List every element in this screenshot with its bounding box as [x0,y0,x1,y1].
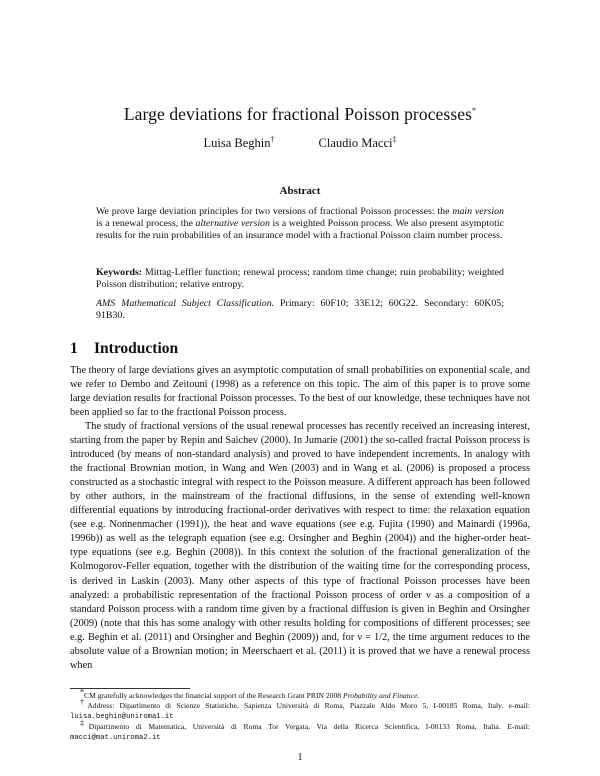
footnote: †Address: Dipartimento di Scienze Statistiche, Sapienza Università di Roma, Piazzale Aldo Moro 5, I-00185 Roma, Italy. e-mail: luisa.beghin@uniroma1.it [70,697,530,721]
footnote: ‡Dipartimento di Matematica, Università di Roma Tor Vergata, Via della Ricerca Scientifica, I-00133 Roma, Italia. E-mail: macci@mat.uniroma2.it [70,718,531,743]
abstract-heading: Abstract [279,185,321,197]
author-name: Claudio Macci [318,136,393,150]
author-name: Luisa Beghin [203,136,271,150]
abstract-text: We prove large deviation principles for two versions of fractional Poisson processes: the main version is a renewal process, the alternative version is a weighted Poisson process. We also present asymptotic results for the ruin probabilities of an insurance model with a fractional Poisson claim number process. [96,206,504,242]
paragraph: The study of fractional versions of the usual renewal processes has recently received an increasing interest, starting from the paper by Repin and Saichev (2000). In Jumarie (2001) the so-called fractal Poisson process is introduced (by means of non-standard analysis) and proved to have independent increments. In analogy with the fractional Brownian motion, in Wang and Wen (2003) and in Wang et al. (2006) is proposed a process constructed as a stochastic integral with respect to the Poisson measure. A different approach has been followed by other authors, in the mainstream of the fractional diffusions, in the sense of extending well-known differential equations by introducing fractional-order derivatives with respect to time: the relaxation equation (see e.g. Nonnenmacher (1991)), the heat and wave equations (see e.g. Fujita (1990) and Mainardi (1996a, 1996b)) as well as the telegraph equation (see e.g. Orsingher and Beghin (2004)) and the higher-order heat-type equations (see e.g. Beghin (2008)). In this context the solution of the fractional generalization of the Kolmogorov-Feller equation, together with the distribution of the waiting time for the corresponding process, is derived in Laskin (2003). Many other aspects of this type of fractional Poisson processes have been analyzed: a probabilistic representation of the fractional Poisson process of order ν as a composition of a standard Poisson process with a random time given by a fractional diffusion is given in Beghin and Orsingher (2009) (note that this has some analogy with other results holding for compositions of different processes; see e.g. Beghin et al. (2011) and Orsingher and Beghin (2009)) and, for ν = 1/2, the time argument reduces to the absolute value of a Brownian motion; in Meerschaert et al. (2011) it is proved that we have a renewal process when [70,421,530,671]
footnotes [70,687,531,744]
footnote: *CM gratefully acknowledges the financial support of the Research Grant PRIN 2008 Probability and Finance. [80,687,420,700]
section-heading: 1 Introduction [70,340,179,357]
keywords: Keywords: Mittag-Leffler function; renewal process; random time change; ruin probability; weighted Poisson distribution; relative entropy. [96,267,504,291]
page-number: 1 [297,752,303,763]
ams-classification: AMS Mathematical Subject Classification. Primary: 60F10; 33E12; 60G22. Secondary: 60K05; 91B30. [96,298,504,322]
paper-title: Large deviations for fractional Poisson processes* [123,104,477,124]
author-list: Luisa Beghin† Claudio Macci‡ [203,134,397,150]
paragraph: The theory of large deviations gives an asymptotic computation of small probabilities on exponential scale, and we refer to Dembo and Zeitouni (1998) as a reference on this topic. The aim of this paper is to prove some large deviation results for fractional Poisson processes. To the best of our knowledge, these techniques have not been applied so far to the fractional Poisson process. [70,365,530,419]
footnote-rule [70,688,190,689]
